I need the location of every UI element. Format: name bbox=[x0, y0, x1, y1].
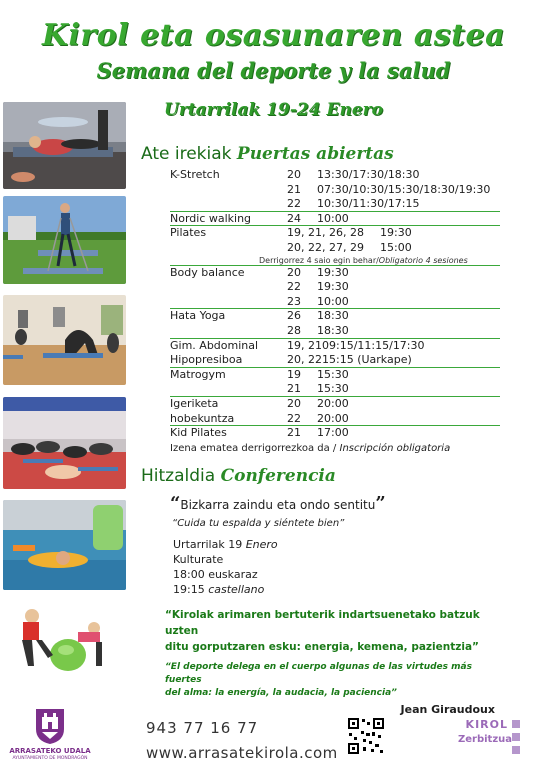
schedule-row bbox=[170, 426, 500, 441]
activity-time: 19:30 bbox=[317, 280, 349, 294]
schedule-row bbox=[170, 241, 500, 256]
photo-pilates-studio bbox=[3, 295, 126, 385]
brand-line2: Zerbitzua bbox=[458, 734, 513, 745]
inscription-note bbox=[170, 443, 500, 454]
activity-day: 20 bbox=[287, 265, 301, 279]
schedule-row bbox=[170, 368, 500, 383]
conference-details bbox=[173, 537, 278, 597]
conference-date-es: Enero bbox=[245, 538, 278, 551]
activity-name: Hipopresiboa bbox=[170, 353, 243, 367]
citation-eu-line1: “Kirolak arimaren bertuterik indartsuenetako batzuk uzten bbox=[165, 609, 480, 637]
open-doors-title-eu: Ate irekiak bbox=[141, 144, 232, 164]
schedule-row bbox=[170, 197, 500, 212]
schedule-row bbox=[170, 295, 500, 310]
quote-eu-text: Bizkarra zaindu eta ondo sentitu bbox=[180, 498, 376, 512]
schedule-row bbox=[170, 266, 500, 281]
schedule-row bbox=[170, 183, 500, 198]
activity-day: 28 bbox=[287, 323, 301, 337]
town-hall-sub: AYUNTAMIENTO DE MONDRAGÓN bbox=[12, 756, 88, 761]
activity-day: 20 bbox=[287, 396, 301, 410]
schedule-row bbox=[170, 309, 500, 324]
activity-time: 20:00 bbox=[317, 396, 349, 410]
activity-name: Body balance bbox=[170, 265, 245, 279]
activity-time: 18:30 bbox=[317, 309, 349, 323]
activity-day: 21 bbox=[287, 382, 301, 396]
conference-title-es: Conferencia bbox=[220, 466, 336, 486]
activity-day: 26 bbox=[287, 309, 301, 323]
citation-block bbox=[165, 607, 505, 716]
activity-time: 19:30 bbox=[380, 226, 412, 240]
activity-day: 22 bbox=[287, 411, 301, 425]
schedule-row bbox=[170, 353, 500, 368]
schedule-row bbox=[170, 168, 500, 183]
website-link[interactable]: www.arrasatekirola.com bbox=[146, 744, 338, 762]
activity-name: Kid Pilates bbox=[170, 426, 227, 440]
activity-day: 23 bbox=[287, 294, 301, 308]
open-doors-heading bbox=[141, 144, 394, 164]
conference-time-es-hour: 19:15 bbox=[173, 583, 205, 596]
conference-heading bbox=[141, 466, 336, 486]
activity-time: 15:30 bbox=[317, 382, 349, 396]
pilates-note-eu: Derrigorrez 4 saio egin behar/ bbox=[259, 255, 379, 265]
activity-day: 21 bbox=[287, 426, 301, 440]
conference-date-eu: Urtarrilak 19 bbox=[173, 538, 243, 551]
brand-squares bbox=[512, 720, 522, 754]
activity-day: 20, 22, 27, 29 bbox=[287, 240, 364, 254]
schedule-row bbox=[170, 324, 500, 339]
town-hall-name: ARRASATEKO UDALA bbox=[9, 747, 91, 755]
event-dates: Urtarrilak 19-24 Enero bbox=[164, 100, 383, 120]
activity-day: 22 bbox=[287, 197, 301, 211]
activity-time: 09:15/11:15/17:30 bbox=[322, 338, 425, 352]
inscription-es: Inscripción obligatoria bbox=[339, 442, 451, 454]
pilates-note-es: Obligatorio 4 sesiones bbox=[378, 255, 468, 265]
brand-line1: KIROL bbox=[465, 718, 508, 731]
photo-swimming-pool bbox=[3, 500, 126, 590]
photo-fitball bbox=[8, 598, 120, 673]
activity-time: 07:30/10:30/15:30/18:30/19:30 bbox=[317, 182, 491, 196]
activity-day: 19 bbox=[287, 367, 301, 381]
schedule-row bbox=[170, 382, 500, 397]
conference-quote-eu: “Bizkarra zaindu eta ondo sentitu” bbox=[170, 493, 386, 514]
activity-time: 10:30/11:30/17:15 bbox=[317, 197, 420, 211]
qr-code[interactable] bbox=[347, 717, 385, 755]
activity-name: Pilates bbox=[170, 226, 207, 240]
conference-time-es-lang: castellano bbox=[208, 583, 265, 596]
activity-time: 17:00 bbox=[317, 426, 349, 440]
activity-day: 22 bbox=[287, 280, 301, 294]
open-doors-title-es: Puertas abiertas bbox=[236, 144, 394, 164]
activity-day: 19, 21 bbox=[287, 338, 322, 352]
conference-quote-es: “Cuida tu espalda y siéntete bien” bbox=[172, 518, 345, 529]
schedule-row bbox=[170, 397, 500, 412]
activity-name: Nordic walking bbox=[170, 211, 252, 225]
schedule-row bbox=[170, 339, 500, 354]
activity-time: 18:30 bbox=[317, 323, 349, 337]
activity-name: K-Stretch bbox=[170, 168, 220, 181]
quote-es-text: Cuida tu espalda y siéntete bien bbox=[177, 518, 340, 529]
activity-day: 21 bbox=[287, 182, 301, 196]
citation-author: Jean Giraudoux bbox=[400, 703, 495, 716]
schedule-row bbox=[170, 212, 500, 227]
poster-subtitle: Semana del deporte y la salud bbox=[96, 58, 451, 83]
pilates-note bbox=[170, 256, 500, 266]
activity-time: 15:30 bbox=[317, 367, 349, 381]
activity-day: 24 bbox=[287, 211, 301, 225]
activity-day: 20, 22 bbox=[287, 353, 322, 367]
activity-time: 10:00 bbox=[317, 294, 349, 308]
town-hall-logo bbox=[30, 705, 70, 745]
citation-eu-line2: ditu gorputzaren esku: energia, kemena, pazientzia” bbox=[165, 641, 479, 653]
poster-title: Kirol eta osasunaren astea bbox=[41, 18, 506, 53]
citation-es-line1: “El deporte delega en el cuerpo algunas de las virtudes más fuertes bbox=[165, 662, 472, 685]
activity-time: 10:00 bbox=[317, 211, 349, 225]
activity-time: 15:00 bbox=[380, 240, 412, 254]
activity-name: Hata Yoga bbox=[170, 309, 226, 323]
activity-time: 13:30/17:30/18:30 bbox=[317, 168, 420, 181]
schedule-table bbox=[170, 168, 500, 454]
kirol-brand bbox=[458, 718, 513, 745]
conference-venue: Kulturate bbox=[173, 553, 224, 566]
schedule-row bbox=[170, 280, 500, 295]
activity-name: Gim. Abdominal bbox=[170, 338, 259, 352]
inscription-eu: Izena ematea derrigorrezkoa da / bbox=[170, 442, 337, 454]
photo-stretching bbox=[3, 102, 126, 189]
conference-title-eu: Hitzaldia bbox=[141, 466, 216, 486]
activity-time: 20:00 bbox=[317, 411, 349, 425]
activity-day: 20 bbox=[287, 168, 301, 181]
citation-es-line2: del alma: la energía, la audacia, la paciencia” bbox=[165, 688, 397, 698]
schedule-row bbox=[170, 226, 500, 241]
activity-name: Igeriketa bbox=[170, 396, 219, 410]
phone-number[interactable]: 943 77 16 77 bbox=[146, 719, 259, 737]
activity-time: 19:30 bbox=[317, 265, 349, 279]
activity-day: 19, 21, 26, 28 bbox=[287, 226, 364, 240]
conference-time-eu: 18:00 euskaraz bbox=[173, 568, 258, 581]
schedule-row bbox=[170, 412, 500, 427]
activity-name: Matrogym bbox=[170, 367, 226, 381]
activity-time: 15:15 (Uarkape) bbox=[322, 353, 412, 367]
photo-group-class bbox=[3, 397, 126, 489]
photo-nordic-walking bbox=[3, 196, 126, 284]
activity-name: hobekuntza bbox=[170, 411, 235, 425]
